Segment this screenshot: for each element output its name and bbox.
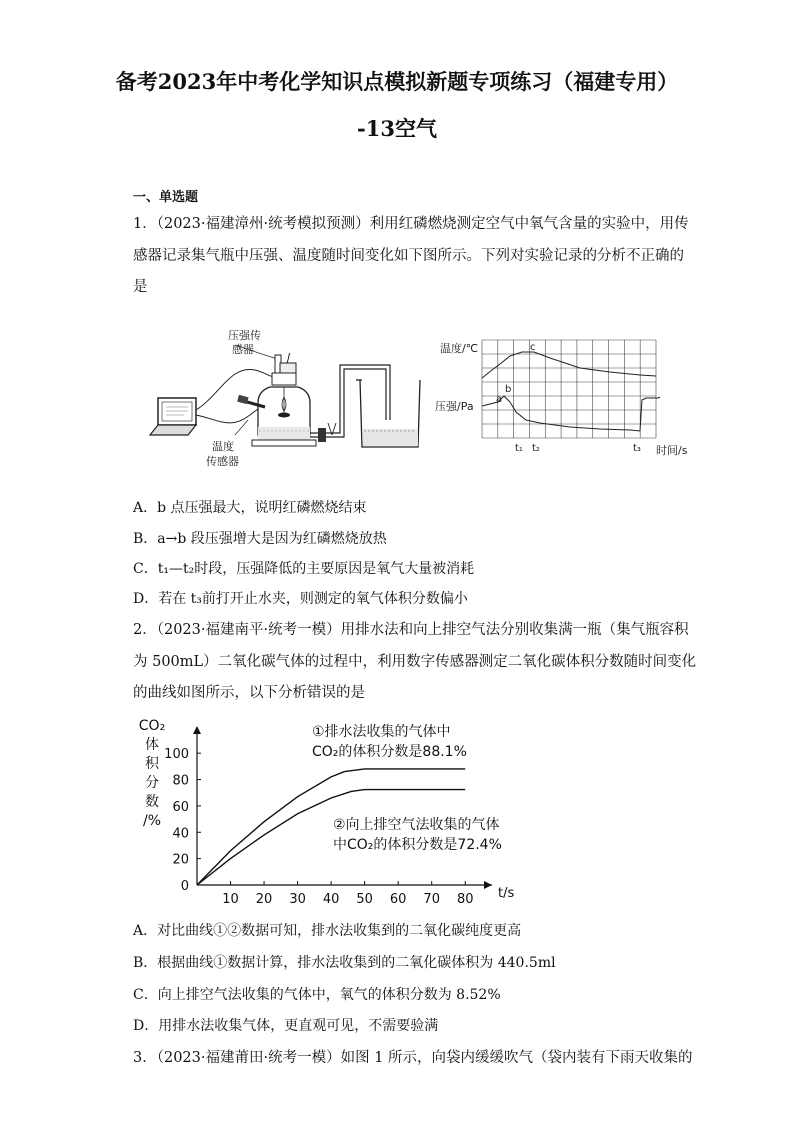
q2-option-b: B．根据曲线①数据计算，排水法收集到的二氧化碳体积为 440.5ml: [133, 955, 556, 971]
t2-label: t₂: [532, 443, 540, 454]
q1-stem-line-2: 感器记录集气瓶中压强、温度随时间变化如下图所示。下列对实验记录的分析不正确的: [133, 248, 684, 264]
annotation-1-line-1: ①排水法收集的气体中: [312, 724, 451, 740]
pressure-sensor-label-1: 压强传: [228, 329, 261, 342]
y-axis-arrow: [193, 726, 201, 734]
y-axis-label-char: /%: [142, 813, 162, 829]
y-tick-label: 100: [164, 747, 189, 763]
x-axis-label: t/s: [498, 886, 515, 901]
laptop-icon: [150, 398, 196, 435]
q3-stem-line-1: 3．（2023·福建莆田·统考一模）如图 1 所示，向袋内缓缓吹气（袋内装有下雨天收集的: [133, 1050, 693, 1066]
q1-stem-line-3: 是: [133, 279, 148, 295]
temp-sensor-label-1: 温度: [212, 440, 234, 453]
x-axis-arrow: [484, 881, 492, 889]
q1-apparatus-figure: [140, 325, 425, 475]
x-tick-label: 60: [389, 892, 407, 907]
beaker: [356, 380, 420, 447]
t1-label: t₁: [515, 443, 523, 454]
q2-stem-line-2: 为 500mL）二氧化碳气体的过程中，利用数字传感器测定二氧化碳体积分数随时间变化: [133, 654, 697, 670]
pressure-axis-label: 压强/Pa: [435, 400, 474, 413]
q1-option-a: A．b 点压强最大，说明红磷燃烧结束: [133, 500, 367, 516]
pressure-sensor-label-2: 感器: [232, 343, 254, 356]
y-tick-label: 80: [172, 773, 189, 789]
pressure-curve: [482, 396, 660, 431]
x-tick-label: 70: [423, 892, 440, 907]
y-axis-label-char: 积: [145, 756, 159, 772]
y-tick-label: 60: [172, 799, 189, 815]
q2-option-a: A．对比曲线①②数据可知，排水法收集到的二氧化碳纯度更高: [133, 923, 522, 939]
y-tick-label: 0: [180, 879, 189, 894]
x-tick-label: 50: [356, 892, 373, 907]
q1-option-c: C．t₁—t₂时段，压强降低的主要原因是氧气大量被消耗: [133, 561, 475, 577]
q1-option-d: D．若在 t₃前打开止水夹，则测定的氧气体积分数偏小: [133, 591, 468, 607]
temp-axis-label: 温度/℃: [440, 342, 479, 355]
page-subtitle: -13空气: [357, 116, 437, 141]
y-axis-label-char: 数: [145, 794, 159, 810]
annotation-2-line-2: 中CO₂的体积分数是72.4%: [333, 837, 502, 853]
q2-stem-line-3: 的曲线如图所示，以下分析错误的是: [133, 685, 365, 701]
y-tick-label: 20: [172, 852, 189, 868]
y-axis-label-char: 分: [145, 775, 159, 791]
annotation-2-line-1: ②向上排空气法收集的气体: [333, 817, 500, 833]
q1-stem-line-1: 1．（2023·福建漳州·统考模拟预测）利用红磷燃烧测定空气中氧气含量的实验中，用传: [133, 216, 689, 232]
page-title: 备考2023年中考化学知识点模拟新题专项练习（福建专用）: [115, 69, 679, 94]
section-heading: 一、单选题: [133, 190, 199, 205]
y-tick-label: 40: [172, 826, 189, 842]
gas-collecting-bottle: [258, 373, 310, 440]
q1-pressure-temperature-graph: [430, 330, 700, 460]
point-b-label: b: [505, 384, 512, 395]
point-c-label: c: [530, 342, 536, 353]
annotation-1-line-2: CO₂的体积分数是88.1%: [312, 744, 467, 760]
x-tick-label: 20: [255, 892, 273, 907]
y-axis-label-char: 体: [145, 737, 159, 753]
co2-volume-fraction-chart: [130, 712, 530, 912]
point-a-label: a: [496, 394, 503, 405]
time-axis-label: 时间/s: [656, 444, 688, 457]
x-tick-label: 10: [222, 892, 239, 907]
t3-label: t₃: [633, 443, 641, 454]
temp-sensor-label-2: 传感器: [206, 455, 239, 468]
y-axis-label-char: CO₂: [138, 718, 166, 734]
x-tick-label: 80: [456, 892, 474, 907]
q2-stem-line-1: 2．（2023·福建南平·统考一模）用排水法和向上排空气法分别收集满一瓶（集气瓶容积: [133, 622, 689, 638]
x-tick-label: 40: [322, 892, 340, 907]
y-axis-label: [139, 718, 165, 829]
temperature-curve: [482, 352, 656, 378]
q2-option-c: C．向上排空气法收集的气体中，氧气的体积分数为 8.52%: [133, 987, 501, 1003]
q1-option-b: B．a→b 段压强增大是因为红磷燃烧放热: [133, 531, 387, 547]
q2-option-d: D．用排水法收集气体，更直观可见，不需要验满: [133, 1018, 439, 1034]
x-tick-label: 30: [289, 892, 306, 907]
